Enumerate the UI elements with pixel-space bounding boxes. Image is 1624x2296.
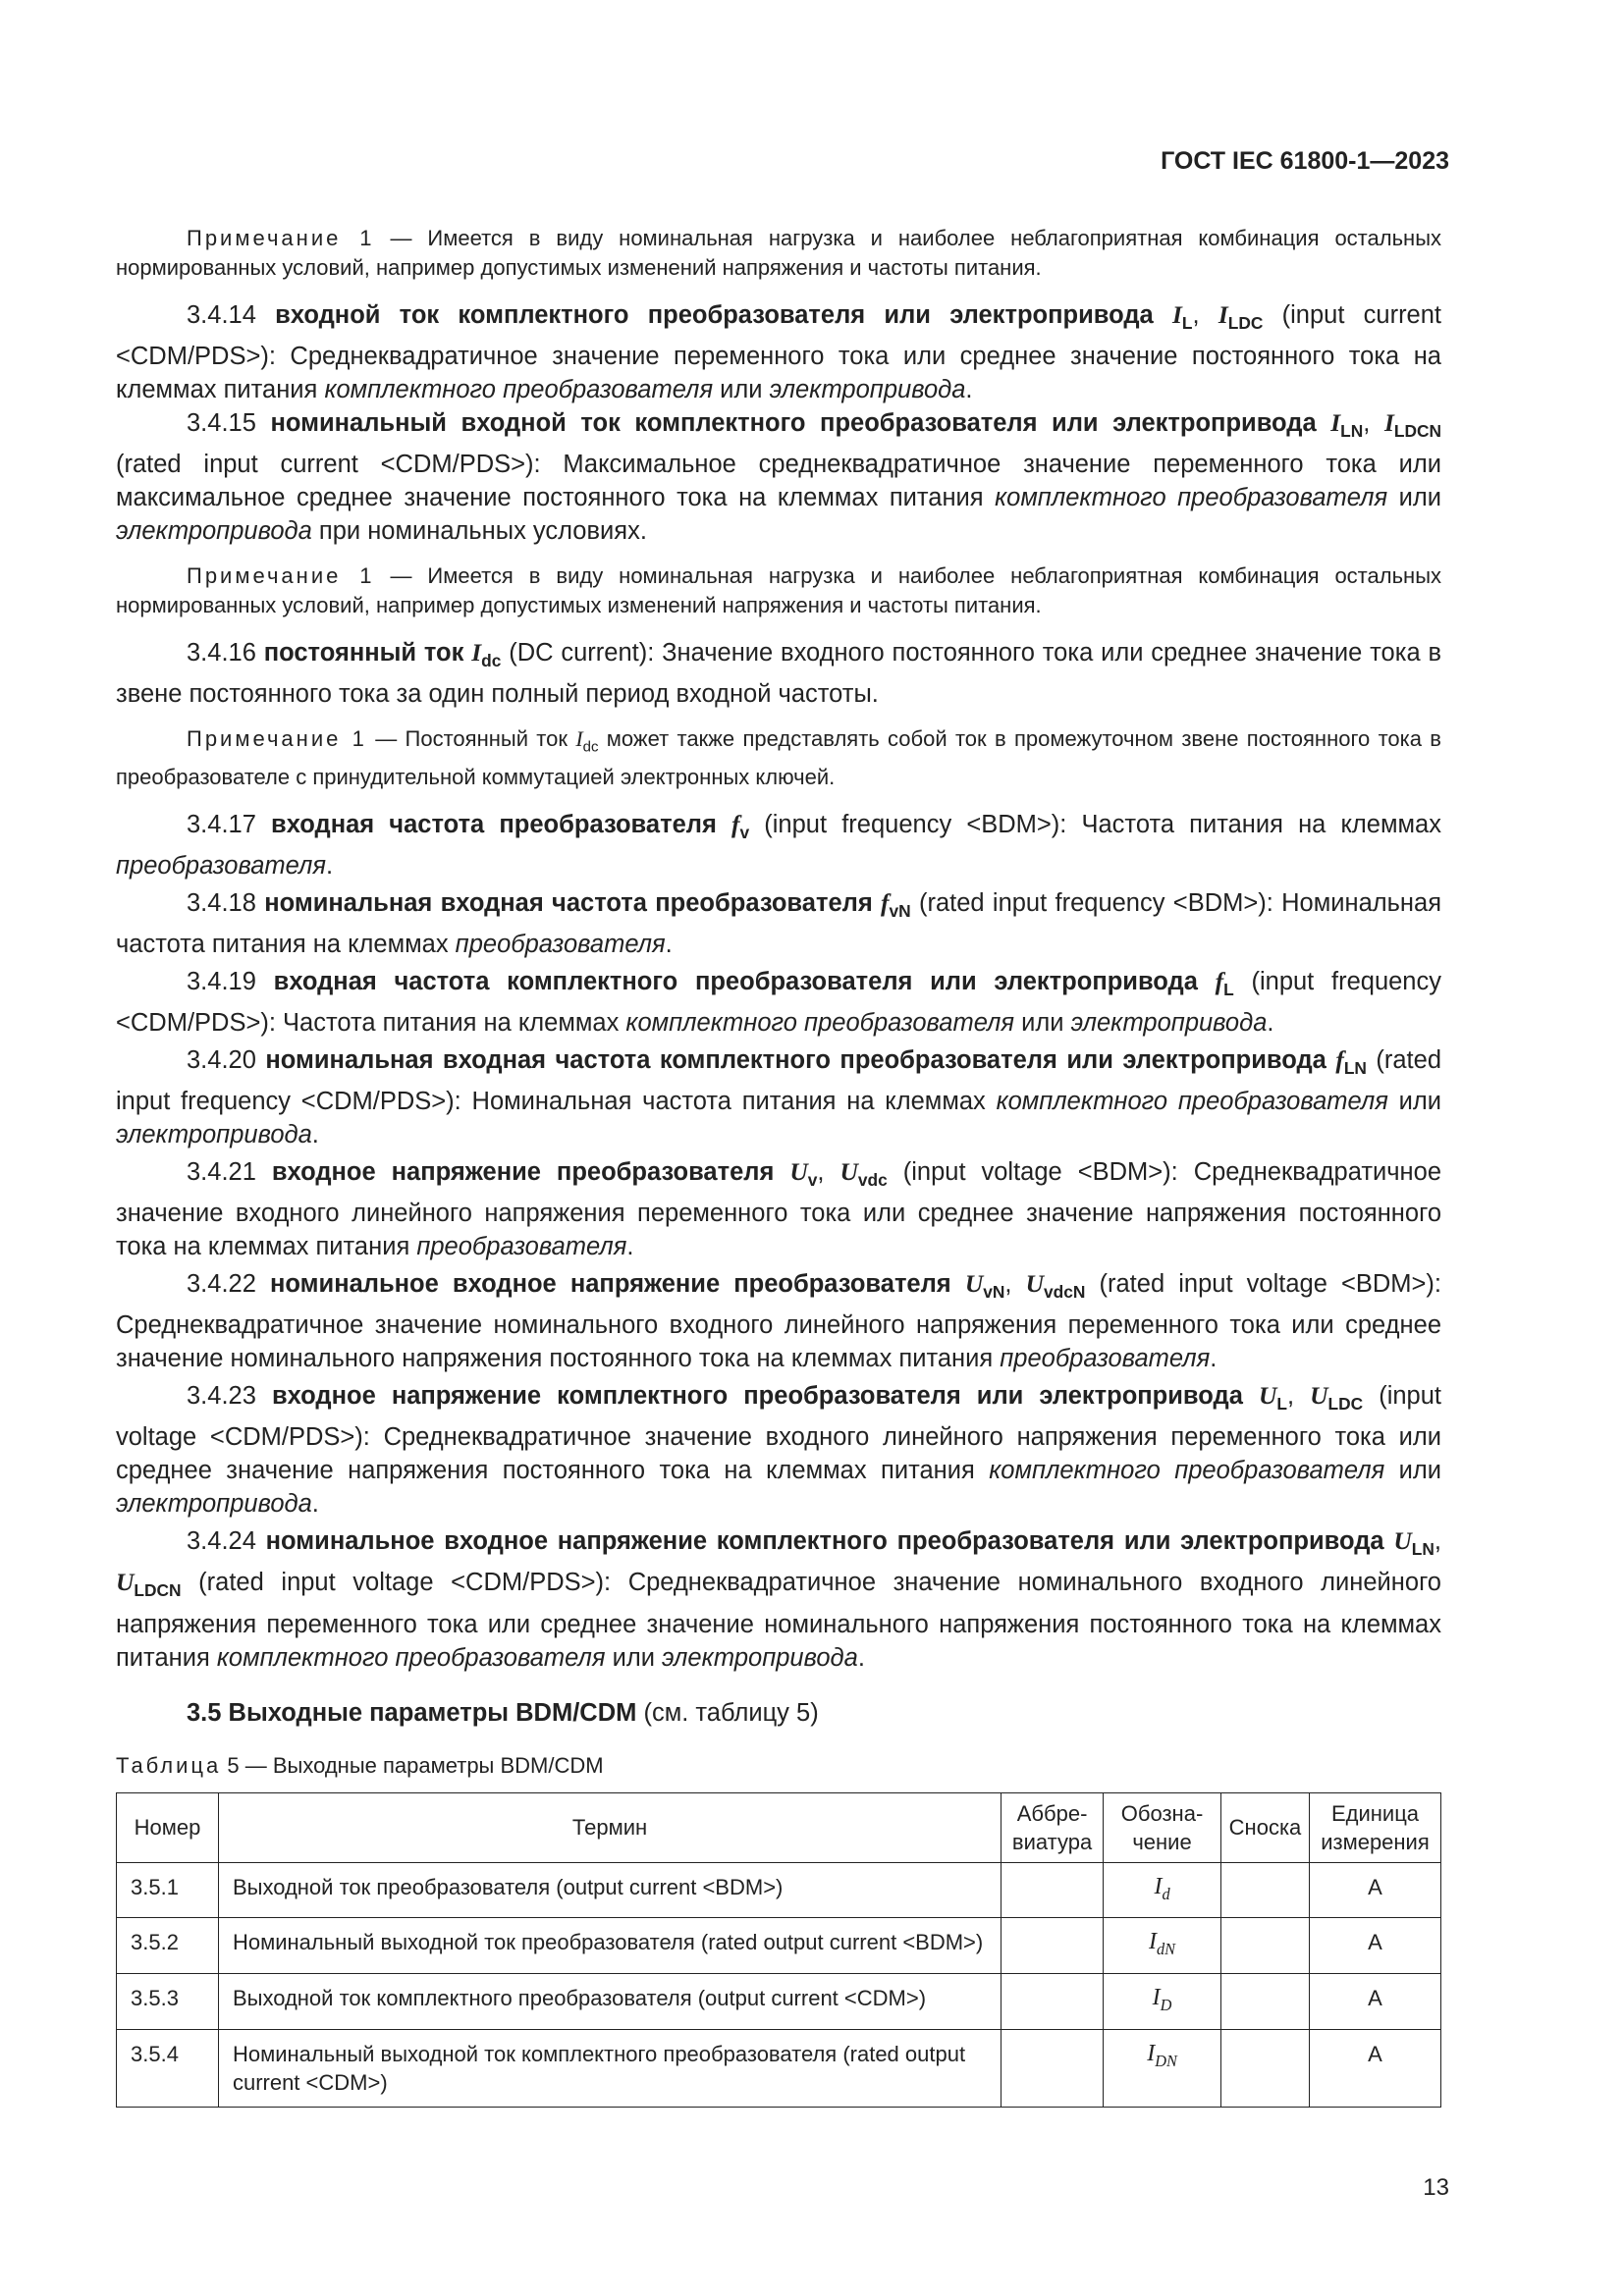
- section-suffix: (см. таблицу 5): [643, 1698, 819, 1727]
- header-unit: Единица измерения: [1309, 1792, 1440, 1862]
- cell-abbreviation: [1001, 1974, 1104, 2030]
- cell-term: Номинальный выходной ток комплектного преобразователя (rated output current <CDM>): [218, 2029, 1001, 2107]
- cell-term: Номинальный выходной ток преобразователя (rated output current <BDM>): [218, 1918, 1001, 1974]
- definition-3-4-14: 3.4.14 входной ток комплектного преобразователя или электропривода $I_L$, $I_{LDC}$ (input current <CDM/PDS>): Среднеквадратичное значение переменного тока или среднее значение постоянного тока на клеммах питания комплектного преобразователя или электропривода.: [116, 300, 1442, 404]
- cell-footnote: [1221, 1974, 1310, 2030]
- cell-term: Выходной ток комплектного преобразователя (output current <CDM>): [218, 1974, 1001, 2030]
- cell-symbol: $I_{DN}$: [1104, 2029, 1221, 2107]
- definition-3-4-16: 3.4.16 постоянный ток $I_{dc}$ (DC current): Значение входного постоянного тока или среднее значение тока в звене постоянного тока за один полный период входной частоты.: [116, 638, 1441, 709]
- table-row: [117, 2029, 1441, 2107]
- cell-symbol: $I_D$: [1104, 1974, 1221, 2030]
- definition-3-4-18: 3.4.18 номинальная входная частота преобразователя $f_{vN}$ (rated input frequency <BDM>): Номинальная частота питания на клеммах преобразователя.: [116, 887, 1441, 958]
- header-symbol: Обозна- чение: [1104, 1792, 1221, 1862]
- definition-3-4-20: 3.4.20 номинальная входная частота комплектного преобразователя или электропривода $f_{LN}$ (rated input frequency <CDM/PDS>): Номинальная частота питания на клеммах комплектного преобразователя или электропривода.: [116, 1044, 1442, 1149]
- cell-footnote: [1221, 1862, 1310, 1918]
- definition-3-4-15: 3.4.15 номинальный входной ток комплектного преобразователя или электропривода $I_{LN}$, $I_{LDCN}$ (rated input current <CDM/PDS>): Максимальное среднеквадратичное значение переменного тока или максимальное среднее значение постоянного тока на клеммах питания комплектного преобразователя или электропривода при номинальных условиях.: [116, 408, 1442, 546]
- header-term: Термин: [218, 1792, 1001, 1862]
- table-header-row: [117, 1792, 1441, 1862]
- definition-3-4-19: 3.4.19 входная частота комплектного преобразователя или электропривода $f_L$ (input frequency <CDM/PDS>): Частота питания на клеммах комплектного преобразователя или электропривода.: [116, 966, 1441, 1037]
- definition-3-4-17: 3.4.17 входная частота преобразователя $f_v$ (input frequency <BDM>): Частота питания на клеммах преобразователя.: [116, 809, 1441, 880]
- note: Примечание 1 — Имеется в виду номинальная нагрузка и наиболее неблагоприятная комбинация остальных нормированных условий, например допустимых изменений напряжения и частоты питания.: [116, 563, 1442, 618]
- definition-3-4-22: 3.4.22 номинальное входное напряжение преобразователя $U_{vN}$, $U_{vdcN}$ (rated input voltage <BDM>): Среднеквадратичное значение номинального входного линейного напряжения переменного тока или среднее значение номинального напряжения постоянного тока на клеммах питания преобразователя.: [116, 1269, 1442, 1373]
- page-number: 13: [1423, 2174, 1449, 2201]
- cell-symbol: $I_d$: [1104, 1862, 1221, 1918]
- section-title: Выходные параметры BDM/CDM: [228, 1698, 637, 1727]
- header-footnote: Сноска: [1221, 1792, 1310, 1862]
- cell-number: 3.5.2: [117, 1918, 219, 1974]
- definition-3-4-21: 3.4.21 входное напряжение преобразователя $U_v$, $U_{vdc}$ (input voltage <BDM>): Среднеквадратичное значение входного линейного напряжения переменного тока или среднее значение напряжения постоянного тока на клеммах питания преобразователя.: [116, 1157, 1441, 1261]
- table-caption: Таблица 5 — Выходные параметры BDM/CDM: [116, 1752, 604, 1778]
- cell-footnote: [1221, 1918, 1310, 1974]
- section-number: 3.5: [187, 1698, 222, 1727]
- header-abbreviation: Аббре- виатура: [1001, 1792, 1104, 1862]
- cell-unit: А: [1309, 1862, 1440, 1918]
- cell-unit: А: [1309, 1918, 1440, 1974]
- definition-3-4-24: 3.4.24 номинальное входное напряжение комплектного преобразователя или электропривода $U_{LN}$, $U_{LDCN}$ (rated input voltage <CDM/PDS>): Среднеквадратичное значение номинального входного линейного напряжения переменного тока или среднее значение номинального напряжения постоянного тока на клеммах питания комплектного преобразователя или электропривода.: [116, 1526, 1441, 1672]
- cell-term: Выходной ток преобразователя (output current <BDM>): [218, 1862, 1001, 1918]
- cell-abbreviation: [1001, 2029, 1104, 2107]
- definition-3-4-23: 3.4.23 входное напряжение комплектного преобразователя или электропривода $U_L$, $U_{LDC}$ (input voltage <CDM/PDS>): Среднеквадратичное значение входного линейного напряжения переменного тока или среднее значение напряжения постоянного тока на клеммах питания комплектного преобразователя или электропривода.: [116, 1381, 1442, 1519]
- cell-number: 3.5.1: [117, 1862, 219, 1918]
- table-row: [117, 1974, 1441, 2030]
- note-prefix: Примечание 1: [187, 226, 375, 250]
- cell-number: 3.5.3: [117, 1974, 219, 2030]
- table-5: [116, 1792, 1441, 2108]
- cell-unit: А: [1309, 2029, 1440, 2107]
- cell-abbreviation: [1001, 1862, 1104, 1918]
- document-body: [116, 224, 1441, 2108]
- cell-unit: А: [1309, 1974, 1440, 2030]
- section-heading: [116, 1696, 1441, 1730]
- cell-footnote: [1221, 2029, 1310, 2107]
- table-row: [117, 1862, 1441, 1918]
- cell-number: 3.5.4: [117, 2029, 219, 2107]
- cell-abbreviation: [1001, 1918, 1104, 1974]
- note: Примечание 1 — Постоянный ток $I_{dc}$ может также представлять собой ток в промежуточном звене постоянного тока в преобразователе с принудительной коммутацией электронных ключей.: [116, 726, 1441, 789]
- header-number: Номер: [117, 1792, 219, 1862]
- table-row: [117, 1918, 1441, 1974]
- page-header: ГОСТ IEC 61800-1—2023: [1161, 147, 1449, 175]
- cell-symbol: $I_{dN}$: [1104, 1918, 1221, 1974]
- note: Примечание 1 — Имеется в виду номинальная нагрузка и наиболее неблагоприятная комбинация остальных нормированных условий, например допустимых изменений напряжения и частоты питания.: [116, 226, 1442, 280]
